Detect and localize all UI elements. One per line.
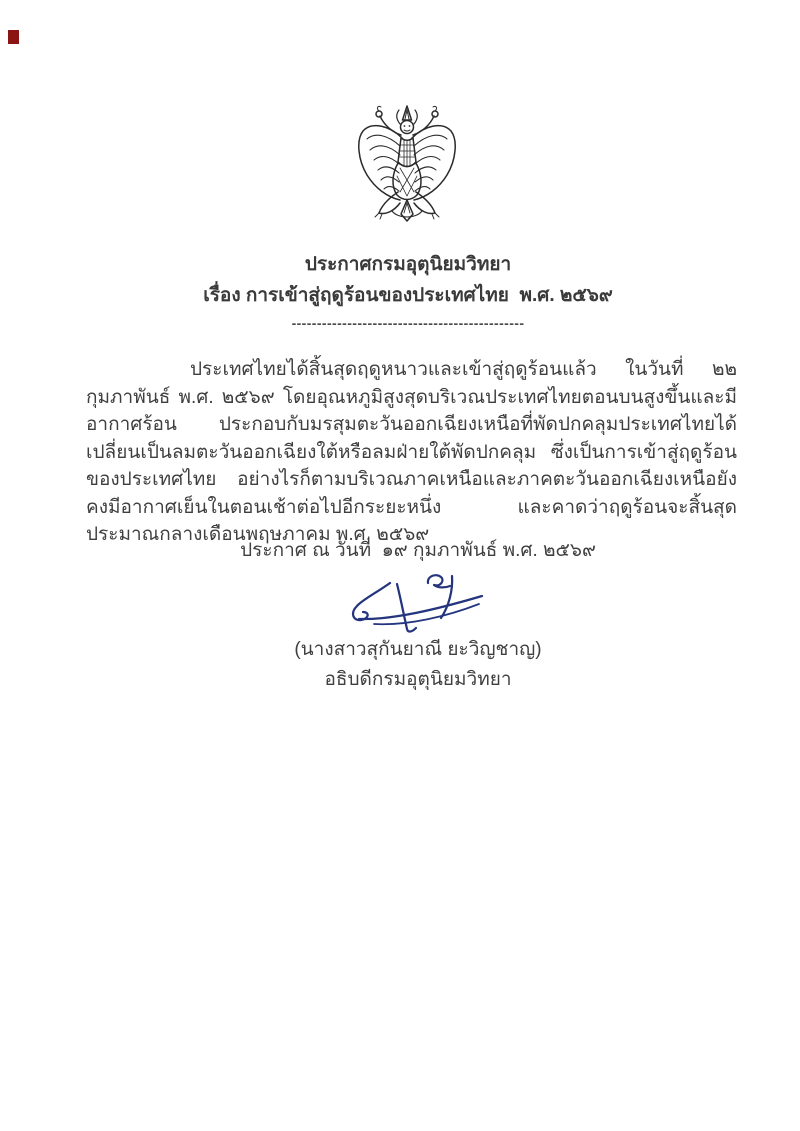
garuda-emblem-icon	[354, 104, 460, 222]
handwritten-signature-icon	[348, 572, 488, 634]
document-subject: เรื่อง การเข้าสู่ฤดูร้อนของประเทศไทย พ.ศ. ๒๕๖๙	[203, 285, 613, 306]
signer-name: (นางสาวสุกันยาณี ยะวิญชาญ)	[294, 639, 542, 660]
announcement-body: ประเทศไทยได้สิ้นสุดฤดูหนาวและเข้าสู่ฤดูร้อนแล้ว ในวันที่ ๒๒ กุมภาพันธ์ พ.ศ. ๒๕๖๙ โดยอุณหภูมิสูงสุดบริเวณประเทศไทยตอนบนสูงขึ้นและมีอากาศร้อน ประกอบกับมรสุมตะวันออกเฉียงเหนือที่พัดปกคลุมประเทศไทยได้เปลี่ยนเป็นลมตะวันออกเฉียงใต้หรือลมฝ่ายใต้พัดปกคลุม ซึ่งเป็นการเข้าสู่ฤดูร้อนของประเทศไทย อย่างไรก็ตามบริเวณภาคเหนือและภาคตะวันออกเฉียงเหนือยังคงมีอากาศเย็นในตอนเช้าต่อไปอีกระยะหนึ่ง และคาดว่าฤดูร้อนจะสิ้นสุดประมาณกลางเดือนพฤษภาคม พ.ศ. ๒๕๖๙	[86, 359, 737, 545]
announcement-date: ประกาศ ณ วันที่ ๑๙ กุมภาพันธ์ พ.ศ. ๒๕๖๙	[240, 540, 596, 561]
signer-title: อธิบดีกรมอุตุนิยมวิทยา	[324, 669, 512, 690]
signoff-block	[38, 538, 798, 694]
title-block	[16, 249, 800, 331]
red-corner-mark	[8, 30, 19, 44]
document-title: ประกาศกรมอุตุนิยมวิทยา	[304, 254, 512, 275]
dashed-divider: ----------------------------------------------	[291, 315, 525, 331]
